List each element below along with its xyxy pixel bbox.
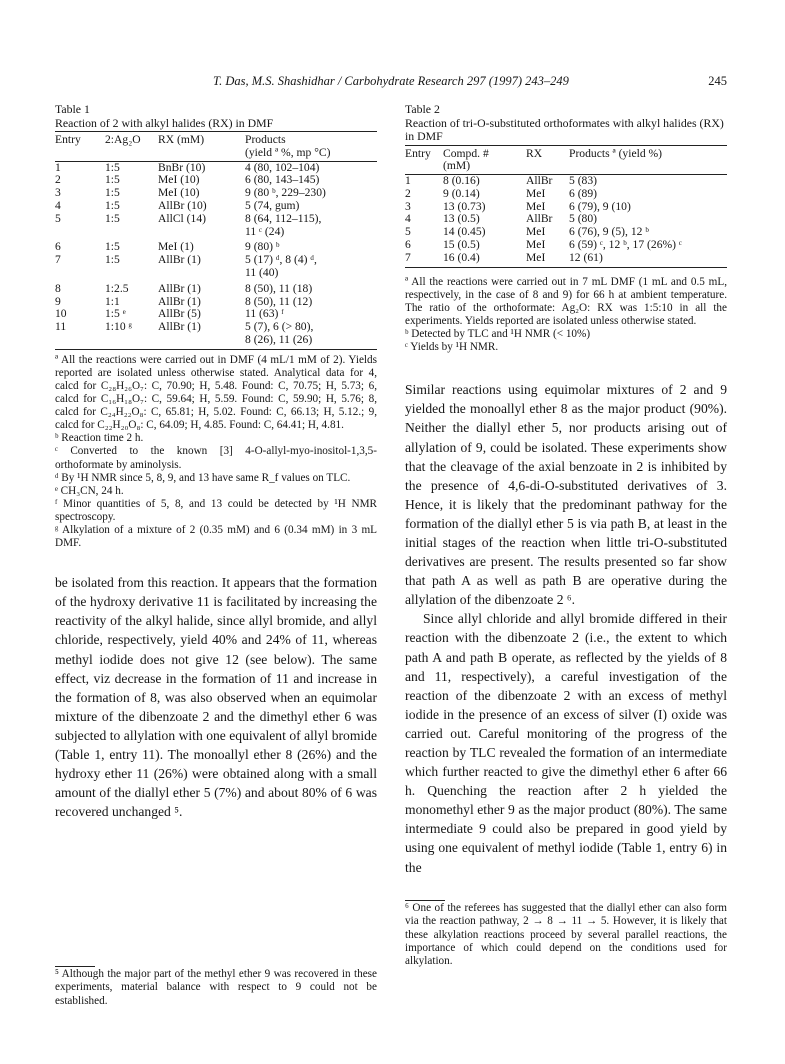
table2-cell: MeI bbox=[526, 199, 546, 213]
table1-row bbox=[55, 280, 377, 296]
table1-row bbox=[55, 174, 377, 187]
table1-cell bbox=[105, 267, 158, 280]
table2-cell: 9 (0.14) bbox=[443, 186, 480, 200]
table2-cell: 6 (79), 9 (10) bbox=[569, 199, 631, 213]
table1-cell: AllBr (1) bbox=[158, 294, 201, 308]
table1-cell: 1:5 bbox=[105, 253, 120, 267]
table2-cell: 12 (61) bbox=[569, 252, 727, 267]
footnote-5 bbox=[55, 966, 377, 1008]
table1-row bbox=[55, 334, 377, 349]
table2-cell: AllBr bbox=[526, 212, 553, 226]
table2-col-rx: RX bbox=[526, 145, 569, 160]
table1-cell: 1:5 bbox=[105, 240, 120, 254]
table1-footnote: ᶜ Converted to the known [3] 4-O-allyl-myo-inositol-1,3,5-orthoformate by aminolysis. bbox=[55, 445, 377, 471]
right-column bbox=[405, 103, 727, 877]
table2-cell: 13 (0.73) bbox=[443, 199, 486, 213]
footnote-5-text: ⁵ Although the major part of the methyl ether 9 was recovered in these experiments, material balance with respect to 9 could not be established. bbox=[55, 968, 377, 1007]
table2-caption: Reaction of tri-O-substituted orthoformates with alkyl halides (RX) in DMF bbox=[405, 115, 724, 143]
table1-cell bbox=[55, 267, 105, 280]
table1-row bbox=[55, 213, 377, 226]
table1-cell: 1:5 bbox=[105, 211, 120, 225]
table1-cell: 8 bbox=[55, 281, 61, 295]
table1-cell: 1:5 ᵉ bbox=[105, 307, 126, 321]
table1-cell: 11 (63) ᶠ bbox=[245, 307, 284, 321]
table1-cell: AllBr (5) bbox=[158, 307, 201, 321]
table1-cell bbox=[158, 226, 245, 239]
table2-cell: 8 (0.16) bbox=[443, 174, 480, 188]
table1-cell: BnBr (10) bbox=[158, 160, 206, 174]
table1-cell: AllBr (1) bbox=[158, 253, 201, 267]
table1-cell: 11 bbox=[55, 320, 67, 334]
left-body-text bbox=[55, 573, 377, 821]
table1-footnotes bbox=[55, 354, 377, 550]
table2-footnote: ᵇ Detected by TLC and ¹H NMR (< 10%) bbox=[405, 328, 591, 341]
body-paragraph: Since allyl chloride and allyl bromide differed in their reaction with the dibenzoate 2 (i.e., the extent to which path A and path B operate, as reflected by the yields of 8 and 11, respectively), a careful investigation of the reaction of the dibenzoate 2 with an excess of methyl iodide in the presence of an excess of silver (I) oxide was carried out. Careful monitoring of the progress of the reaction by TLC revealed the formation of an intermediate which further reacted to give the dimethyl ether 6 after 66 h. Quenching the reaction after 2 h yielded the monomethyl ether 9 as the major product (80%). The same intermediate 9 could also be prepared in good yield by using one equivalent of methyl iodide (Table 1, entry 6) in the bbox=[405, 611, 727, 875]
table1-footnote: ᶠ Minor quantities of 5, 8, and 13 could be detected by ¹H NMR spectroscopy. bbox=[55, 497, 377, 523]
page-header bbox=[55, 74, 727, 92]
table1-row bbox=[55, 321, 377, 334]
table1-cell: 8 (50), 11 (12) bbox=[245, 294, 313, 308]
table1-cell: 9 (80) ᵇ bbox=[245, 240, 280, 254]
table1-cell: 1 bbox=[55, 160, 61, 174]
table1-cell: 8 (64, 112–115), bbox=[245, 211, 322, 225]
table1-cell: 9 bbox=[55, 294, 61, 308]
table2-col-entry: Entry bbox=[405, 145, 443, 160]
table1-cell: 1:5 bbox=[105, 173, 120, 187]
table2-cell: 1 bbox=[405, 174, 411, 188]
table1-cell: AllCl (14) bbox=[158, 211, 206, 225]
table1 bbox=[55, 131, 377, 350]
table2-label: Table 2 bbox=[405, 102, 440, 116]
table2-cell: 6 (59) ᶜ, 12 ᵇ, 17 (26%) ᶜ bbox=[569, 238, 682, 252]
table1-col-rx: RX (mM) bbox=[158, 132, 245, 147]
table1-row bbox=[55, 187, 377, 200]
table1-cell: 2 bbox=[55, 173, 61, 187]
table1-cell: AllBr (1) bbox=[158, 320, 201, 334]
left-column bbox=[55, 103, 377, 821]
table2-cell: 2 bbox=[405, 186, 411, 200]
footnote-rule bbox=[405, 900, 445, 901]
table1-row bbox=[55, 226, 377, 239]
table2-cell: 5 (80) bbox=[569, 212, 598, 226]
table1-row bbox=[55, 267, 377, 280]
table1-cell: MeI (10) bbox=[158, 173, 200, 187]
table2-cell: 5 bbox=[405, 225, 411, 239]
table1-cell: AllBr (10) bbox=[158, 198, 207, 212]
table1-cell: 1:1 bbox=[105, 294, 120, 308]
table1-cell bbox=[55, 226, 105, 239]
table1-cell: MeI (1) bbox=[158, 240, 194, 254]
table2-body bbox=[405, 175, 727, 268]
table2-cell: 4 bbox=[405, 212, 411, 226]
body-paragraph: be isolated from this reaction. It appears that the formation of the hydroxy derivative 11 is facilitated by increasing the reactivity of the alkyl halide, since allyl bromide, and allyl chloride, respectively, yield 40% and 24% of 11, whereas methyl iodide does not give 12 (see below). The same effect, viz decrease in the formation of 11 and increase in the formation of 8, was also observed when an equimolar mixture of the dibenzoate 2 and the dimethyl ether 6 was subjected to allylation with one equivalent of allyl bromide (Table 1, entry 11). The monoallyl ether 8 (26%) and the hydroxy ether 11 (26%) were obtained along with a small amount of the diallyl ether 5 (7%) and about 80% of 6 was recovered unchanged ⁵. bbox=[55, 575, 377, 820]
table1-cell: 6 (80, 143–145) bbox=[245, 173, 320, 187]
page-number: 245 bbox=[708, 74, 727, 88]
table1-footnote: ᵍ Alkylation of a mixture of 2 (0.35 mM) and 6 (0.34 mM) in 3 mL DMF. bbox=[55, 523, 377, 550]
table1-footnote: ᵇ Reaction time 2 h. bbox=[55, 432, 144, 445]
table1-cell: 7 bbox=[55, 253, 61, 267]
table1-cell: 11 (40) bbox=[245, 265, 279, 279]
table1-cell: 10 bbox=[55, 307, 67, 321]
table1-label: Table 1 bbox=[55, 102, 90, 116]
table2-cell: 6 bbox=[405, 238, 411, 252]
table1-cell bbox=[105, 226, 158, 239]
table2-cell: 16 (0.4) bbox=[443, 252, 526, 267]
table1-cell: 1:10 ᵍ bbox=[105, 320, 132, 334]
table2-row bbox=[405, 188, 727, 201]
table1-cell bbox=[158, 267, 245, 280]
table2-row bbox=[405, 252, 727, 267]
table1-cell: 9 (80 ᵇ, 229–230) bbox=[245, 186, 326, 200]
table2-cell: 6 (76), 9 (5), 12 ᵇ bbox=[569, 225, 649, 239]
table2-col-compd-unit: (mM) bbox=[443, 160, 526, 174]
table2-cell: 5 (83) bbox=[569, 174, 598, 188]
footnote-rule bbox=[55, 966, 95, 967]
table1-cell bbox=[158, 334, 245, 349]
table1-cell: AllBr (1) bbox=[158, 281, 201, 295]
footnote-6-text: ⁶ One of the referees has suggested that the diallyl ether can also form via the reaction pathway, 2 → 8 → 11 → 5. However, it is likely that these alkylation reactions proceed by several parallel reactions, the importance of which could depend on the conditions used for alkylation. bbox=[405, 902, 727, 968]
table2-cell: MeI bbox=[526, 238, 546, 252]
table1-footnote: ᵉ CH₃CN, 24 h. bbox=[55, 484, 124, 497]
table1-col-ratio: 2:Ag₂O bbox=[105, 132, 158, 147]
table1-caption: Reaction of 2 with alkyl halides (RX) in DMF bbox=[55, 115, 274, 130]
table2-cell: 3 bbox=[405, 199, 411, 213]
table2-cell: 13 (0.5) bbox=[443, 212, 480, 226]
table2-row bbox=[405, 239, 727, 252]
table1-row bbox=[55, 238, 377, 254]
table1-col-entry: Entry bbox=[55, 132, 105, 147]
table2-footnote: ª All the reactions were carried out in 7 mL DMF (1 mL and 0.5 mL, respectively, in the case of 8 and 9) for 66 h at ambient temperature. The ratio of the orthoformate: Ag₂O: RX was 1:5:10 in all the experiments. Yields reported are isolated unless otherwise stated. bbox=[405, 275, 727, 327]
table1-cell: 1:5 bbox=[105, 186, 120, 200]
table1-cell: 6 bbox=[55, 240, 61, 254]
table2-row bbox=[405, 175, 727, 188]
table1-cell: 5 (17) ᵈ, 8 (4) ᵈ, bbox=[245, 253, 317, 267]
table1-cell: 4 (80, 102–104) bbox=[245, 160, 320, 174]
running-head: T. Das, M.S. Shashidhar / Carbohydrate Research 297 (1997) 243–249 bbox=[213, 74, 569, 88]
table1-col-products-sub: (yield ª %, mp °C) bbox=[245, 147, 377, 161]
table2-cell: 7 bbox=[405, 252, 443, 267]
table1-row bbox=[55, 254, 377, 267]
table2-cell: MeI bbox=[526, 186, 546, 200]
table1-cell: 1:5 bbox=[105, 160, 120, 174]
table1-cell: MeI (10) bbox=[158, 186, 200, 200]
body-paragraph: Similar reactions using equimolar mixtures of 2 and 9 yielded the monoallyl ether 8 as the major product (90%). Neither the diallyl ether 5, nor products arising out of allylation of 9, could be isolated. These experiments show that the cleavage of the axial benzoate in 2 is inhibited by the presence of 4,6-di-O-substituted derivatives of 3. Hence, it is likely that the predominant pathway for the formation of the diallyl ether 5 is via path B, at least in the initial stages of the reaction when little tri-O-substituted derivatives are present. The results presented so far show that path A as well as path B are operative during the allylation of the dibenzoate 2 ⁶. bbox=[405, 382, 727, 608]
table1-cell: 5 (74, gum) bbox=[245, 198, 300, 212]
table1-footnote: ᵈ By ¹H NMR since 5, 8, 9, and 13 have same R_f values on TLC. bbox=[55, 471, 351, 484]
table1-body bbox=[55, 161, 377, 349]
table1-cell: 1:5 bbox=[105, 198, 120, 212]
table1-row bbox=[55, 200, 377, 213]
table2-cell: 14 (0.45) bbox=[443, 225, 486, 239]
table1-footnote: ª All the reactions were carried out in DMF (4 mL/1 mM of 2). Yields reported are isolated unless otherwise stated. Analytical data for 4, calcd for C₂₈H₂₆O₇: C, 70.90; H, 5.48. Found: C, 70.75; H, 5.73; 6, calcd for C₁₆H₁₈O₇: C, 59.64; H, 5.59. Found: C, 59.90; H, 5.76; 8, calcd for C₂₄H₂₂O₈: C, 65.81; H, 5.02. Found: C, 66.13; H, 5.12.; 9, calcd for C₂₂H₂₀O₈: C, 64.09; H, 4.85. Found: C, 64.41; H, 4.81. bbox=[55, 353, 377, 432]
table1-col-products: Products bbox=[245, 132, 377, 147]
footnote-6 bbox=[405, 900, 727, 968]
table1-cell: 11 ᶜ (24) bbox=[245, 224, 285, 238]
table1-cell: 4 bbox=[55, 198, 61, 212]
table1-cell: 5 (7), 6 (> 80), bbox=[245, 320, 314, 334]
table2-cell: MeI bbox=[526, 225, 546, 239]
table2 bbox=[405, 145, 727, 268]
table2-cell: AllBr bbox=[526, 174, 553, 188]
table1-cell: 1:2.5 bbox=[105, 281, 129, 295]
table1-row bbox=[55, 296, 377, 309]
table1-row bbox=[55, 308, 377, 321]
table2-cell: MeI bbox=[526, 252, 569, 267]
table1-cell bbox=[55, 334, 105, 349]
table2-col-products: Products ª (yield %) bbox=[569, 145, 727, 160]
table1-cell: 3 bbox=[55, 186, 61, 200]
table1-row bbox=[55, 161, 377, 174]
table1-cell: 8 (26), 11 (26) bbox=[245, 334, 377, 349]
table2-cell: 6 (89) bbox=[569, 186, 598, 200]
right-body-text bbox=[405, 380, 727, 876]
table1-cell: 8 (50), 11 (18) bbox=[245, 281, 313, 295]
table2-footnotes bbox=[405, 276, 727, 355]
table1-cell: 5 bbox=[55, 211, 61, 225]
table2-cell: 15 (0.5) bbox=[443, 238, 480, 252]
table1-cell bbox=[105, 334, 158, 349]
table2-footnote: ᶜ Yields by ¹H NMR. bbox=[405, 341, 499, 354]
table2-col-compd: Compd. # bbox=[443, 145, 526, 160]
